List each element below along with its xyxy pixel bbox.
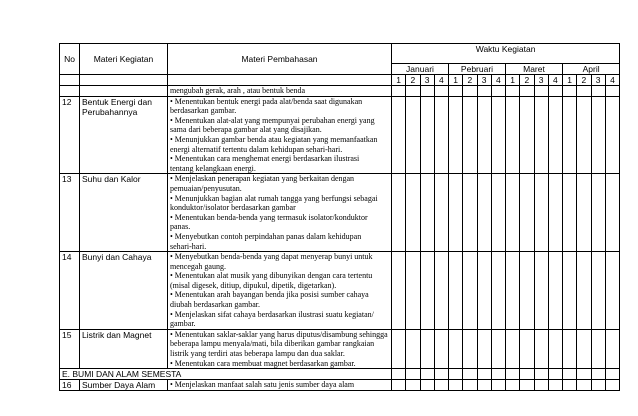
week-cell — [449, 329, 463, 368]
week-cell — [434, 86, 448, 97]
week-number: 3 — [534, 75, 548, 86]
week-cell — [420, 86, 434, 97]
week-cell — [591, 174, 605, 252]
pembahasan-line: sama dari beberapa gambar alat yang disajikan. — [170, 125, 322, 135]
pembahasan-line: sehari-hari. — [170, 241, 207, 251]
pembahasan-cell — [168, 380, 392, 391]
week-number: 3 — [420, 75, 434, 86]
cell-blank — [60, 86, 80, 97]
week-cell — [491, 369, 505, 380]
week-cell — [534, 380, 548, 391]
week-cell — [577, 329, 591, 368]
week-cell — [477, 86, 491, 97]
pembahasan-line: • Menunjukkan bagian alat rumah tangga yang berfungsi sebagai — [170, 193, 378, 203]
pembahasan-line: • Menjelaskan manfaat salah satu jenis sumber daya alam — [170, 380, 355, 390]
week-number: 2 — [520, 75, 534, 86]
row-number: 14 — [60, 252, 80, 330]
week-cell — [392, 96, 406, 174]
pembahasan-line: • Menentukan saklar-saklar yang harus diputus/disambung sehingga — [170, 329, 388, 339]
row-number: 15 — [60, 329, 80, 368]
week-number: 1 — [506, 75, 520, 86]
week-cell — [577, 369, 591, 380]
week-cell — [406, 174, 420, 252]
pembahasan-line: • Menentukan alat musik yang dibunyikan dengan cara tertentu — [170, 271, 373, 281]
week-cell — [477, 252, 491, 330]
week-cell — [506, 96, 520, 174]
week-number: 4 — [605, 75, 619, 86]
header-month: April — [563, 64, 620, 75]
kegiatan-line: Perubahannya — [82, 106, 138, 117]
week-cell — [463, 380, 477, 391]
week-cell — [434, 380, 448, 391]
week-cell — [563, 86, 577, 97]
week-number: 3 — [477, 75, 491, 86]
week-cell — [605, 380, 619, 391]
header-month: Pebruari — [449, 64, 506, 75]
materi-kegiatan-cell — [80, 329, 168, 368]
week-cell — [506, 329, 520, 368]
week-cell — [548, 380, 562, 391]
week-number: 2 — [463, 75, 477, 86]
week-cell — [563, 329, 577, 368]
week-cell — [463, 252, 477, 330]
week-cell — [491, 380, 505, 391]
week-cell — [605, 174, 619, 252]
week-cell — [534, 329, 548, 368]
week-cell — [449, 252, 463, 330]
materi-kegiatan-cell — [80, 174, 168, 252]
week-cell — [534, 369, 548, 380]
week-cell — [491, 174, 505, 252]
header-blank — [168, 75, 392, 86]
week-cell — [463, 96, 477, 174]
header-month: Maret — [506, 64, 563, 75]
week-cell — [591, 96, 605, 174]
pembahasan-line: mengubah gerak, arah , atau bentuk benda — [170, 86, 306, 95]
pembahasan-line: • Menentukan alat-alat yang mempunyai perubahan energi yang — [170, 115, 375, 125]
week-cell — [406, 86, 420, 97]
week-cell — [506, 86, 520, 97]
week-cell — [506, 174, 520, 252]
table-row — [60, 380, 620, 391]
week-cell — [434, 96, 448, 174]
week-cell — [392, 174, 406, 252]
week-cell — [392, 329, 406, 368]
schedule-table — [59, 43, 620, 391]
week-cell — [477, 329, 491, 368]
row-number: 13 — [60, 174, 80, 252]
week-cell — [520, 86, 534, 97]
week-cell — [605, 329, 619, 368]
week-cell — [563, 380, 577, 391]
week-number: 3 — [591, 75, 605, 86]
week-cell — [591, 369, 605, 380]
week-cell — [392, 252, 406, 330]
materi-kegiatan-cell — [80, 252, 168, 330]
pembahasan-line: (misal digesek, ditiup, dipukul, dipetik, digetarkan). — [170, 280, 337, 290]
pembahasan-cell — [168, 86, 392, 97]
week-number: 2 — [406, 75, 420, 86]
pembahasan-cell — [168, 174, 392, 252]
pembahasan-line: tentang kelangkaan energi. — [170, 163, 256, 173]
week-cell — [434, 329, 448, 368]
pembahasan-line: • Menyebutkan benda-benda yang dapat menyerap bunyi untuk — [170, 252, 373, 262]
table-row — [60, 174, 620, 252]
pembahasan-line: • Menentukan cara menghemat energi berdasarkan ilustrasi — [170, 154, 360, 164]
section-title: E. BUMI DAN ALAM SEMESTA — [60, 369, 392, 380]
week-cell — [534, 174, 548, 252]
pembahasan-cell — [168, 96, 392, 174]
week-cell — [420, 174, 434, 252]
week-cell — [520, 252, 534, 330]
week-cell — [420, 369, 434, 380]
week-cell — [406, 329, 420, 368]
week-cell — [591, 329, 605, 368]
header-blank — [80, 75, 168, 86]
week-number: 1 — [449, 75, 463, 86]
week-cell — [563, 369, 577, 380]
pembahasan-line: • Menentukan bentuk energi pada alat/benda saat digunakan — [170, 96, 363, 106]
pembahasan-line: gambar. — [170, 319, 196, 329]
week-cell — [548, 96, 562, 174]
pembahasan-line: beberapa lampu menyala/mati, bila diberikan gambar rangkaian — [170, 339, 375, 349]
week-cell — [577, 96, 591, 174]
week-cell — [605, 86, 619, 97]
week-cell — [563, 252, 577, 330]
week-cell — [449, 380, 463, 391]
header-month: Januari — [392, 64, 449, 75]
week-cell — [491, 252, 505, 330]
week-cell — [392, 369, 406, 380]
week-cell — [534, 96, 548, 174]
pembahasan-line: • Menentukan arah bayangan benda jika posisi sumber cahaya — [170, 290, 369, 300]
week-cell — [392, 380, 406, 391]
cell-blank — [80, 86, 168, 97]
week-cell — [506, 369, 520, 380]
week-cell — [406, 369, 420, 380]
week-cell — [420, 380, 434, 391]
pembahasan-line: listrik yang terdiri atas beberapa lampu dan dua saklar. — [170, 349, 345, 359]
table-row — [60, 86, 620, 97]
section-row — [60, 369, 620, 380]
pembahasan-line: pemuaian/penyusutan. — [170, 183, 242, 193]
week-cell — [506, 252, 520, 330]
week-cell — [406, 252, 420, 330]
week-cell — [577, 380, 591, 391]
week-cell — [449, 86, 463, 97]
kegiatan-line: Listrik dan Magnet — [82, 329, 152, 340]
week-cell — [434, 174, 448, 252]
week-cell — [548, 369, 562, 380]
pembahasan-line: panas. — [170, 222, 191, 232]
week-cell — [534, 86, 548, 97]
week-cell — [477, 96, 491, 174]
header-materi-kegiatan: Materi Kegiatan — [80, 44, 168, 75]
week-cell — [591, 86, 605, 97]
week-cell — [434, 369, 448, 380]
pembahasan-cell — [168, 329, 392, 368]
week-cell — [548, 174, 562, 252]
week-cell — [449, 174, 463, 252]
kegiatan-line: Bunyi dan Cahaya — [82, 252, 152, 263]
week-cell — [406, 96, 420, 174]
week-cell — [506, 380, 520, 391]
week-cell — [449, 369, 463, 380]
row-number: 12 — [60, 96, 80, 174]
week-cell — [449, 96, 463, 174]
kegiatan-line: Bentuk Energi dan — [82, 96, 152, 107]
pembahasan-line: • Menjelaskan sifat cahaya berdasarkan ilustrasi suatu kegiatan/ — [170, 309, 374, 319]
pembahasan-line: • Menentukan benda-benda yang termasuk isolator/konduktor — [170, 212, 368, 222]
week-number: 4 — [434, 75, 448, 86]
week-cell — [577, 252, 591, 330]
week-cell — [392, 86, 406, 97]
kegiatan-line: Suhu dan Kalor — [82, 174, 141, 185]
week-cell — [420, 252, 434, 330]
pembahasan-line: mencegah gaung. — [170, 261, 226, 271]
pembahasan-line: konduktor/isolator berdasarkan gambar — [170, 203, 296, 213]
week-cell — [463, 329, 477, 368]
header-no: No — [60, 44, 80, 75]
table-row — [60, 329, 620, 368]
week-cell — [605, 369, 619, 380]
week-number: 2 — [577, 75, 591, 86]
materi-kegiatan-cell: Sumber Daya Alam — [80, 380, 168, 391]
week-cell — [577, 174, 591, 252]
pembahasan-cell — [168, 252, 392, 330]
materi-kegiatan-cell — [80, 96, 168, 174]
week-cell — [591, 252, 605, 330]
week-cell — [520, 380, 534, 391]
week-number: 1 — [392, 75, 406, 86]
week-cell — [477, 369, 491, 380]
header-blank — [60, 75, 80, 86]
row-number: 16 — [60, 380, 80, 391]
week-cell — [491, 86, 505, 97]
week-cell — [420, 96, 434, 174]
header-waktu-kegiatan: Waktu Kegiatan — [392, 44, 620, 64]
week-cell — [420, 329, 434, 368]
week-cell — [591, 380, 605, 391]
week-cell — [491, 329, 505, 368]
table-row — [60, 96, 620, 174]
week-number: 1 — [563, 75, 577, 86]
week-cell — [534, 252, 548, 330]
week-cell — [563, 96, 577, 174]
week-cell — [548, 252, 562, 330]
pembahasan-line: diubah berdasarkan gambar. — [170, 300, 260, 310]
pembahasan-line: • Menyebutkan contoh perpindahan panas dalam kehidupan — [170, 231, 362, 241]
week-number: 4 — [548, 75, 562, 86]
pembahasan-line: energi alternatif tertentu dalam kehidupan sehari-hari. — [170, 144, 343, 154]
header-materi-pembahasan: Materi Pembahasan — [168, 44, 392, 75]
week-cell — [605, 96, 619, 174]
pembahasan-line: • Menjelaskan penerapan kegiatan yang berkaitan dengan — [170, 174, 355, 184]
week-cell — [548, 329, 562, 368]
week-cell — [463, 369, 477, 380]
week-cell — [605, 252, 619, 330]
week-cell — [520, 96, 534, 174]
week-cell — [577, 86, 591, 97]
week-cell — [520, 174, 534, 252]
week-cell — [520, 369, 534, 380]
week-number: 4 — [491, 75, 505, 86]
pembahasan-line: berdasarkan gambar. — [170, 106, 237, 116]
week-cell — [491, 96, 505, 174]
week-cell — [477, 380, 491, 391]
week-cell — [548, 86, 562, 97]
week-cell — [563, 174, 577, 252]
week-cell — [477, 174, 491, 252]
pembahasan-line: • Menunjukkan gambar benda atau kegiatan yang memanfaatkan — [170, 134, 378, 144]
week-cell — [434, 252, 448, 330]
week-cell — [463, 86, 477, 97]
week-cell — [463, 174, 477, 252]
week-cell — [406, 380, 420, 391]
pembahasan-line: • Menentukan cara membuat magnet berdasarkan gambar. — [170, 358, 356, 368]
week-cell — [520, 329, 534, 368]
table-row — [60, 252, 620, 330]
